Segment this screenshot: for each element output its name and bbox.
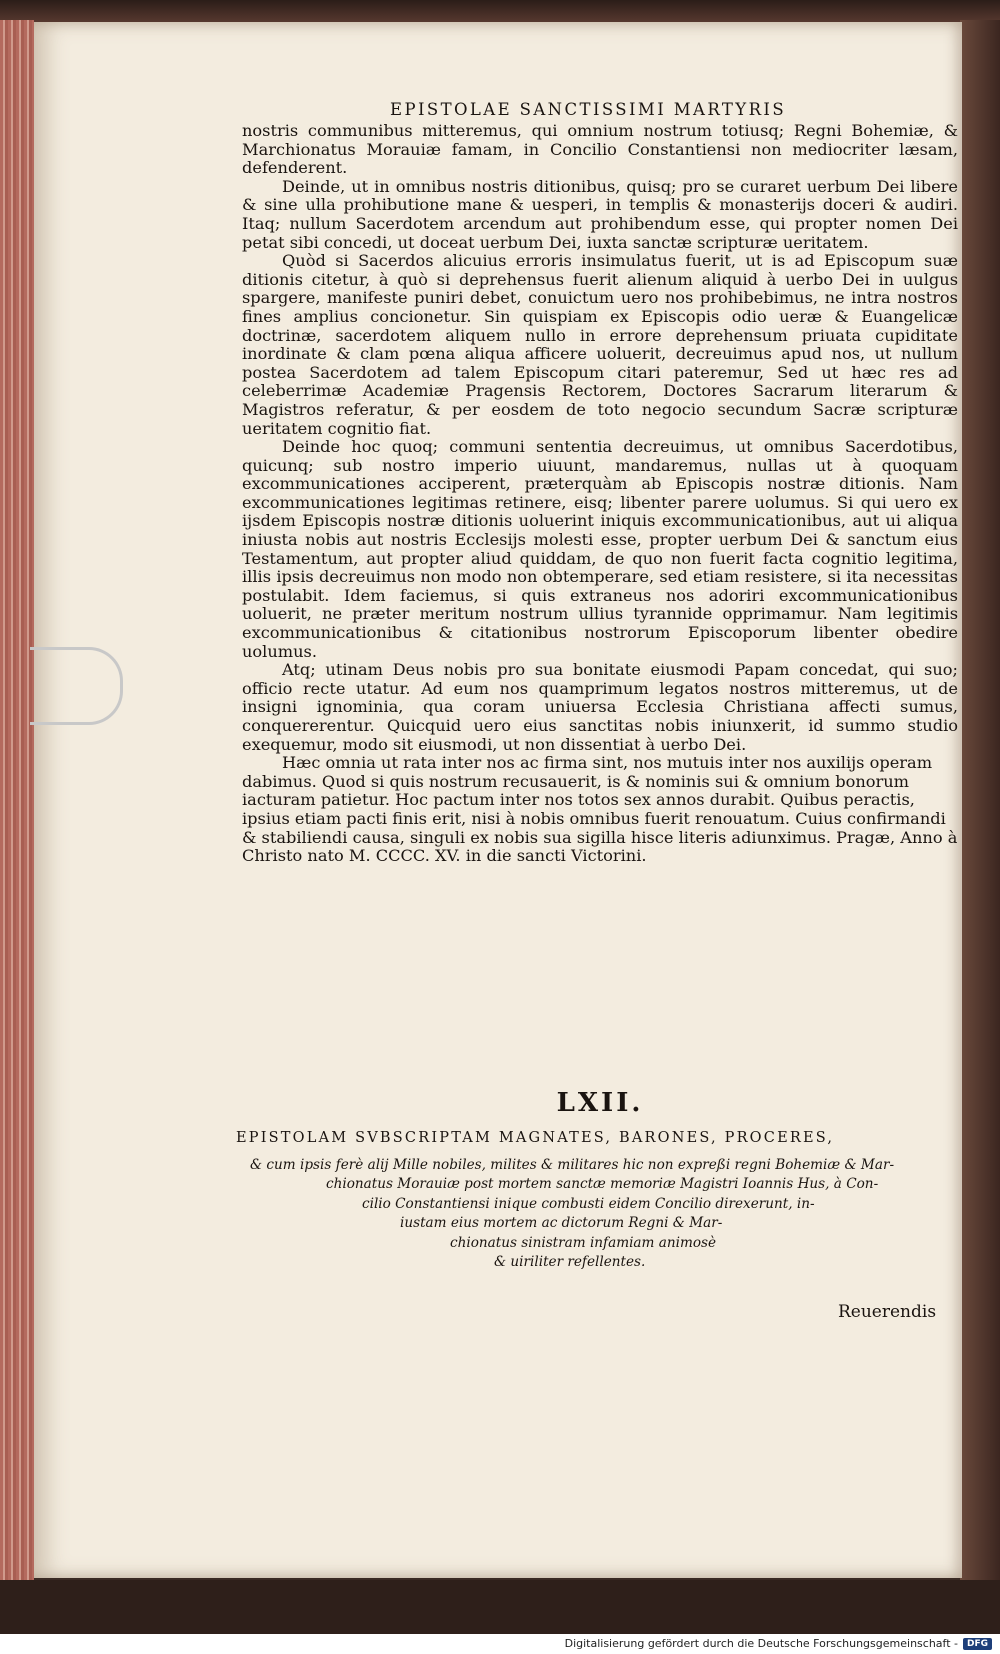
dfg-logo: DFG <box>963 1638 992 1650</box>
funding-note-text: Digitalisierung gefördert durch die Deutsche Forschungsgemeinschaft - <box>564 1637 958 1650</box>
paragraph: Deinde, ut in omnibus nostris ditionibus, quisq; pro se curaret uerbum Dei libere & sine ulla prohibutione mane & uesperi, in templis & monasterijs doceri & audiri. Itaq; nullum Sacerdotem arcendum aut prohibendum esse, qui propter nomen Dei petat sibi concedi, ut doceat uerbum Dei, iuxta sanctæ scripturæ ueritatem. <box>242 176 958 252</box>
scan-background-top <box>0 0 1000 24</box>
running-head: EPISTOLAE SANCTISSIMI MARTYRIS <box>390 100 787 119</box>
paragraph: Hæc omnia ut rata inter nos ac firma sint, nos mutuis inter nos auxilijs operam dabimus. Quod si quis nostrum recusauerit, is & nominis sui & omnium bonorum iacturam patietur. Hoc pactum inter nos totos sex annos durabit. Quibus peractis, ipsius etiam pacti finis erit, nisi à nobis omnibus fuerit renouatum. Cuius confirmandi & stabiliendi causa, singuli ex nobis sua sigilla hisce literis adiunximus. Pragæ, Anno à Christo nato M. CCCC. XV. in die sancti Victorini. <box>242 753 958 866</box>
subhead-line: chionatus sinistram infamiam animosè <box>450 1234 717 1251</box>
paragraph: Deinde hoc quoq; communi sententia decreuimus, ut omnibus Sacerdotibus, quicunq; sub nostro imperio uiuunt, mandaremus, nullas ut à quoquam excommunicationes acciperent, præterquàm ab Episcopis nostræ ditionis. Nam excommunicationes legitimas retinere, eisq; libenter parere uolumus. Si qui uero ex ijsdem Episcopis nostræ ditionis uoluerint iniquis excommunicationibus, aut ui aliqua iniusta nobis aut nostris Ecclesijs molesti esse, propter uerbum Dei & sanctum eius Testamentum, aut propter aliud quiddam, de quo non fuerit facta cognitio legitima, illis ipsis decreuimus non modo non obtemperare, sed etiam resistere, si ita necessitas postulabit. Idem faciemus, si quis extraneus nos adoriri excommunicationibus uoluerit, ne præter meritum nostrum ullius tyrannide opprimamur. Nam legitimis excommunicationibus & citationibus nostrorum Episcoporum libenter obedire uolumus. <box>242 437 958 661</box>
book-cover-edge <box>960 20 1000 1580</box>
subhead-line: cilio Constantiensi inique combusti eidem Concilio direxerunt, in- <box>362 1195 815 1212</box>
book-page-edges <box>0 20 34 1580</box>
catchword: Reuerendis <box>838 1302 937 1322</box>
subhead-line: chionatus Morauiæ post mortem sanctæ memoriæ Magistri Ioannis Hus, à Con- <box>326 1176 879 1193</box>
page-clip-icon <box>30 647 123 725</box>
paragraph: Quòd si Sacerdos alicuius erroris insimulatus fuerit, ut is ad Episcopum suæ ditionis citetur, à quò si deprehensus fuerit alienum aliquid à uerbo Dei in uulgus spargere, manifeste puniri debet, conuictum uero nos prohibebimus, ne intra nostros fines amplius concionetur. Sin quispiam ex Episcopis odio ueræ & Euangelicæ doctrinæ, sacerdotem aliquem nullo in errore deprehensum priuata cupiditate inordinate & clam pœna aliqua afficere uoluerit, decreuimus apud nos, ut nullum postea Sacerdotem ad talem Episcopum citari pateremur, Sed ut hæc res ad celeberrimæ Academiæ Pragensis Rectorem, Doctores Sacrarum literarum & Magistros referatur, & per eosdem de toto negocio secundum Sacræ scripturæ ueritatem cognitio fiat. <box>242 251 958 438</box>
section-number: LXII. <box>556 1088 644 1118</box>
section-heading: EPISTOLAM SVBSCRIPTAM MAGNATES, BARONES, PROCERES, <box>236 1130 835 1146</box>
body-text <box>242 122 958 866</box>
section-subheading <box>250 1156 970 1272</box>
subhead-line: & cum ipsis ferè alij Mille nobiles, milites & militares hic non expreßi regni Bohemiæ & Mar- <box>250 1157 895 1173</box>
paragraph: nostris communibus mitteremus, qui omnium nostrum totiusq; Regni Bohemiæ, & Marchionatus Morauiæ famam, in Concilio Constantiensi non mediocriter læsam, defenderent. <box>242 121 958 178</box>
subhead-line: & uiriliter refellentes. <box>494 1254 646 1271</box>
subhead-line: iustam eius mortem ac dictorum Regni & Mar- <box>400 1215 723 1232</box>
funding-note <box>565 1637 992 1650</box>
paragraph: Atq; utinam Deus nobis pro sua bonitate eiusmodi Papam concedat, qui suo; officio recte utatur. Ad eum nos quamprimum legatos nostros mitteremus, ut de insigni ignominia, qua coram uniuersa Ecclesia Christiana affecti sumus, conquererentur. Quicquid uero eius sanctitas nobis iniunxerit, id summo studio exequemur, modo sit eiusmodi, ut non dissentiat à uerbo Dei. <box>242 660 958 754</box>
